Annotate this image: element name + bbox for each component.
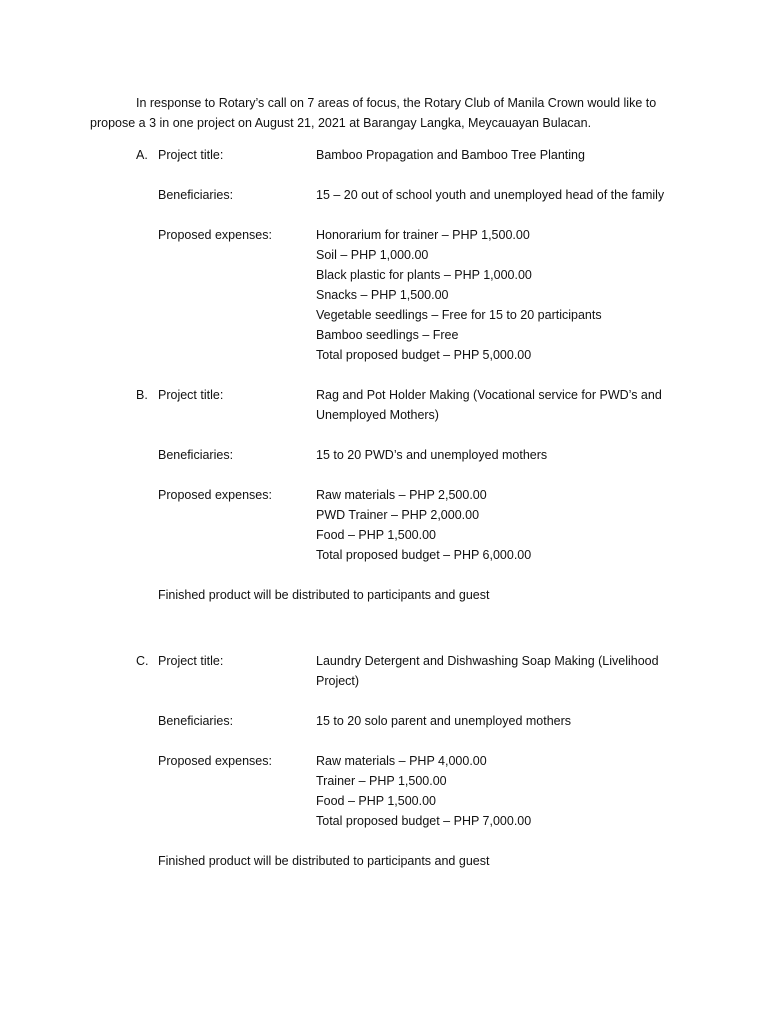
project-title-value bbox=[316, 145, 696, 165]
project-title-label: Project title: bbox=[158, 654, 224, 668]
beneficiaries-row bbox=[0, 445, 768, 465]
expense-item: Vegetable seedlings – Free for 15 to 20 participants bbox=[316, 308, 602, 322]
project-section-b bbox=[0, 385, 768, 602]
expense-item: Black plastic for plants – PHP 1,000.00 bbox=[316, 268, 532, 282]
expenses-list bbox=[316, 225, 696, 365]
expense-item: PWD Trainer – PHP 2,000.00 bbox=[316, 508, 480, 522]
expense-item: Raw materials – PHP 4,000.00 bbox=[316, 754, 487, 768]
beneficiaries-value bbox=[316, 185, 696, 205]
beneficiaries-value bbox=[316, 711, 696, 731]
project-title-line: Rag and Pot Holder Making (Vocational service for PWD’s and bbox=[316, 388, 662, 402]
beneficiaries-label: Beneficiaries: bbox=[158, 714, 234, 728]
project-letter: C. bbox=[136, 654, 149, 668]
beneficiaries-value bbox=[316, 445, 696, 465]
expense-item: Honorarium for trainer – PHP 1,500.00 bbox=[316, 228, 530, 242]
expense-item: Trainer – PHP 1,500.00 bbox=[316, 774, 447, 788]
proposed-expenses-label: Proposed expenses: bbox=[158, 754, 272, 768]
distribution-note: Finished product will be distributed to participants and guest bbox=[158, 854, 490, 868]
project-section-c bbox=[0, 651, 768, 868]
beneficiaries-label: Beneficiaries: bbox=[158, 188, 234, 202]
expense-item: Soil – PHP 1,000.00 bbox=[316, 248, 429, 262]
project-letter: A. bbox=[136, 148, 148, 162]
beneficiaries-row bbox=[0, 185, 768, 205]
proposed-expenses-label: Proposed expenses: bbox=[158, 228, 272, 242]
distribution-note: Finished product will be distributed to participants and guest bbox=[158, 588, 490, 602]
expenses-list bbox=[316, 485, 696, 565]
beneficiaries-text: 15 to 20 PWD’s and unemployed mothers bbox=[316, 448, 548, 462]
intro-line: propose a 3 in one project on August 21, 2021 at Barangay Langka, Meycauayan Bulacan. bbox=[90, 116, 592, 130]
expense-item: Snacks – PHP 1,500.00 bbox=[316, 288, 449, 302]
proposed-expenses-label: Proposed expenses: bbox=[158, 488, 272, 502]
expenses-row bbox=[0, 485, 768, 562]
expenses-row bbox=[0, 751, 768, 828]
project-title-value bbox=[316, 385, 696, 425]
expense-total: Total proposed budget – PHP 7,000.00 bbox=[316, 814, 532, 828]
beneficiaries-text: 15 to 20 solo parent and unemployed mothers bbox=[316, 714, 572, 728]
beneficiaries-row bbox=[0, 711, 768, 731]
project-title-label: Project title: bbox=[158, 388, 224, 402]
intro-paragraph bbox=[90, 93, 690, 133]
project-title-row bbox=[0, 385, 768, 422]
project-title-line: Unemployed Mothers) bbox=[316, 408, 439, 422]
project-title-line: Laundry Detergent and Dishwashing Soap Making (Livelihood bbox=[316, 654, 659, 668]
project-title-value bbox=[316, 651, 696, 691]
project-section-a bbox=[0, 145, 768, 362]
project-title-row bbox=[0, 651, 768, 688]
expenses-list bbox=[316, 751, 696, 831]
expense-item: Raw materials – PHP 2,500.00 bbox=[316, 488, 487, 502]
project-title-line: Project) bbox=[316, 674, 360, 688]
expense-total: Total proposed budget – PHP 5,000.00 bbox=[316, 348, 532, 362]
project-title-label: Project title: bbox=[158, 148, 224, 162]
expense-total: Total proposed budget – PHP 6,000.00 bbox=[316, 548, 532, 562]
project-title-line: Bamboo Propagation and Bamboo Tree Planting bbox=[316, 148, 585, 162]
expense-item: Food – PHP 1,500.00 bbox=[316, 794, 436, 808]
intro-line: In response to Rotary’s call on 7 areas of focus, the Rotary Club of Manila Crown would like to bbox=[136, 96, 657, 110]
beneficiaries-label: Beneficiaries: bbox=[158, 448, 234, 462]
project-title-row bbox=[0, 145, 768, 165]
expense-item: Food – PHP 1,500.00 bbox=[316, 528, 436, 542]
expenses-row bbox=[0, 225, 768, 362]
expense-item: Bamboo seedlings – Free bbox=[316, 328, 459, 342]
project-letter: B. bbox=[136, 388, 148, 402]
beneficiaries-text: 15 – 20 out of school youth and unemployed head of the family bbox=[316, 188, 665, 202]
